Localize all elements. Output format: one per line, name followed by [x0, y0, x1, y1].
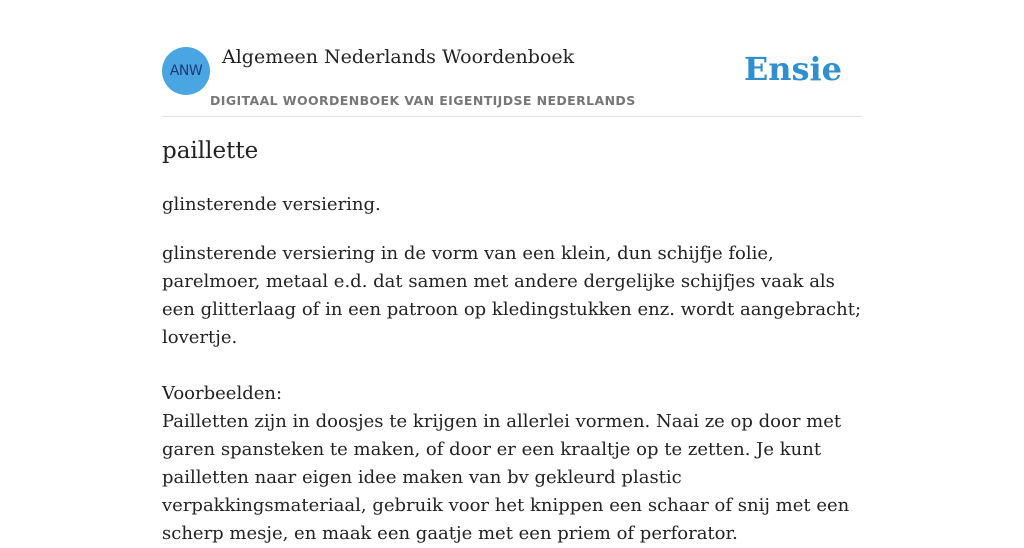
headword: paillette — [162, 138, 259, 164]
examples-text: Pailletten zijn in doosjes te krijgen in allerlei vormen. Naai ze op door met garen spansteken te maken, of door er een kraaltje op te zetten. Je kunt pailletten naar eigen idee maken van bv gekleurd plastic verpakkingsmateriaal, gebruik voor het knippen een schaar of snij met een scherp mesje, en maak een gaatje met een priem of perforator. — [162, 411, 850, 544]
page-container — [162, 0, 862, 544]
anw-logo[interactable]: ANW — [162, 47, 210, 95]
examples-label: Voorbeelden: — [162, 383, 283, 404]
site-header — [162, 0, 862, 117]
site-subtitle: DIGITAAL WOORDENBOEK VAN EIGENTIJDSE NEDERLANDS — [210, 93, 636, 108]
short-definition: glinsterende versiering. — [162, 194, 381, 215]
ensie-logo[interactable]: Ensie — [743, 50, 842, 88]
definition-body — [162, 240, 862, 548]
long-definition: glinsterende versiering in de vorm van een klein, dun schijfje folie, parelmoer, metaal e.d. dat samen met andere dergelijke schijfjes vaak als een glitterlaag of in een patroon op kledingstukken enz. wordt aangebracht; lovertje. — [162, 243, 862, 348]
site-title[interactable]: Algemeen Nederlands Woordenboek — [222, 46, 575, 68]
